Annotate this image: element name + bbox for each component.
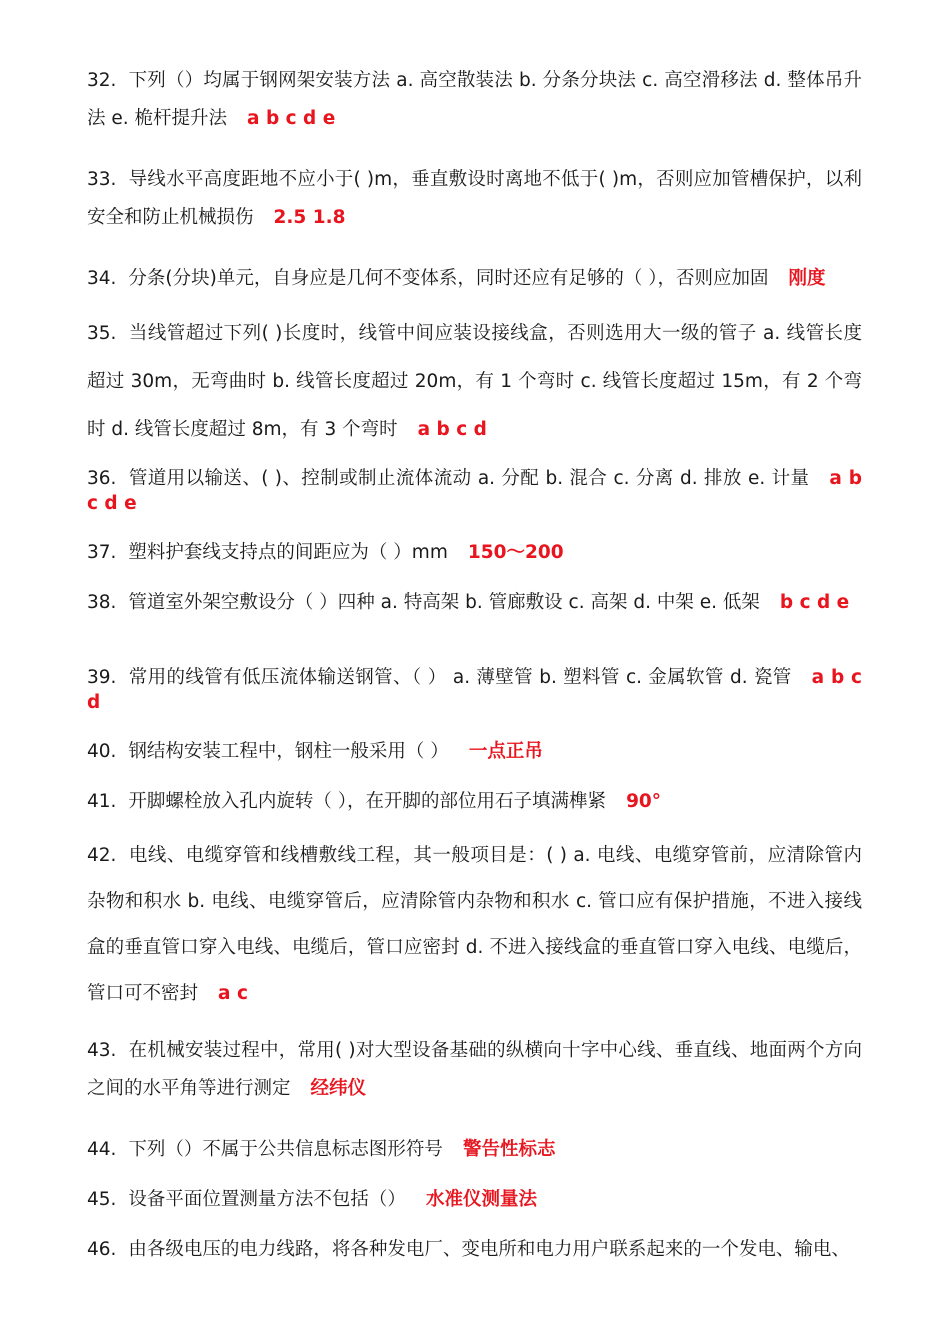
question-answer: 2.5 1.8 xyxy=(273,207,346,228)
question-40 xyxy=(87,733,862,771)
question-text: 管道用以输送、( )、控制或制止流体流动 a. 分配 b. 混合 c. 分离 d. 排放 e. 计量 xyxy=(128,468,810,489)
question-answer: a b c d xyxy=(417,419,487,440)
question-number: 43. xyxy=(87,1040,117,1061)
question-38 xyxy=(87,590,862,615)
question-number: 40. xyxy=(87,741,117,762)
question-39 xyxy=(87,665,862,715)
question-41 xyxy=(87,783,862,821)
question-number: 37. xyxy=(87,542,117,563)
question-33 xyxy=(87,161,862,237)
question-number: 41. xyxy=(87,791,117,812)
question-answer: 警告性标志 xyxy=(462,1139,556,1160)
question-text: 设备平面位置测量方法不包括（） xyxy=(128,1189,406,1210)
question-34 xyxy=(87,260,862,298)
question-answer: a c xyxy=(218,983,248,1004)
question-text: 当线管超过下列( )长度时，线管中间应装设接线盒，否则选用大一级的管子 a. 线管长度超过 30m，无弯曲时 b. 线管长度超过 20m，有 1 个弯时 c. 线管长度超过 15m，有 2 个弯时 d. 线管长度超过 8m，有 3 个弯时 xyxy=(87,323,862,440)
question-text: 下列（）不属于公共信息标志图形符号 xyxy=(128,1139,443,1160)
question-45 xyxy=(87,1181,862,1219)
question-46 xyxy=(87,1231,862,1269)
question-43 xyxy=(87,1032,862,1108)
question-text: 分条(分块)单元，自身应是几何不变体系，同时还应有足够的（ ），否则应加固 xyxy=(128,268,769,289)
question-answer: 150～200 xyxy=(467,542,564,563)
question-number: 38. xyxy=(87,592,117,613)
question-answer: 一点正吊 xyxy=(468,741,543,762)
question-36 xyxy=(87,466,862,516)
question-42 xyxy=(87,833,862,1017)
question-text: 导线水平高度距地不应小于( )m，垂直敷设时离地不低于( )m，否则应加管槽保护，以利安全和防止机械损伤 xyxy=(87,169,862,228)
question-44 xyxy=(87,1131,862,1169)
question-text: 电线、电缆穿管和线槽敷线工程，其一般项目是：( ) a. 电线、电缆穿管前，应清除管内杂物和积水 b. 电线、电缆穿管后，应清除管内杂物和积水 c. 管口应有保护措施，不进入接线盒的垂直管口穿入电线、电缆后，管口应密封 d. 不进入接线盒的垂直管口穿入电线、电缆后，管口可不密封 xyxy=(87,845,862,1004)
question-number: 34. xyxy=(87,268,117,289)
question-number: 33. xyxy=(87,169,117,190)
question-answer: 90° xyxy=(626,791,662,812)
question-37 xyxy=(87,534,862,572)
question-32 xyxy=(87,62,862,138)
question-text: 下列（）均属于钢网架安装方法 a. 高空散装法 b. 分条分块法 c. 高空滑移法 d. 整体吊升法 e. 桅杆提升法 xyxy=(87,70,862,129)
question-text: 塑料护套线支持点的间距应为（ ）mm xyxy=(128,542,448,563)
question-number: 32. xyxy=(87,70,117,91)
question-answer: a b c d e xyxy=(247,108,336,129)
question-text: 开脚螺栓放入孔内旋转（ ），在开脚的部位用石子填满榫紧 xyxy=(128,791,607,812)
question-text: 由各级电压的电力线路，将各种发电厂、变电所和电力用户联系起来的一个发电、输电、 xyxy=(128,1239,850,1260)
question-text: 在机械安装过程中，常用( )对大型设备基础的纵横向十字中心线、垂直线、地面两个方向之间的水平角等进行测定 xyxy=(87,1040,862,1099)
question-answer: b c d e xyxy=(779,592,850,613)
question-answer: a b c d xyxy=(87,667,862,713)
question-answer: a b c d e xyxy=(87,468,863,514)
question-35 xyxy=(87,310,862,454)
question-number: 39. xyxy=(87,667,117,688)
question-text: 管道室外架空敷设分（ ）四种 a. 特高架 b. 管廊敷设 c. 高架 d. 中架 e. 低架 xyxy=(128,592,760,613)
question-number: 45. xyxy=(87,1189,117,1210)
question-number: 44. xyxy=(87,1139,117,1160)
question-answer: 经纬仪 xyxy=(310,1078,367,1099)
question-number: 35. xyxy=(87,323,117,344)
question-answer: 水准仪测量法 xyxy=(425,1189,537,1210)
question-text: 常用的线管有低压流体输送钢管、（ ） a. 薄壁管 b. 塑料管 c. 金属软管 d. 瓷管 xyxy=(128,667,792,688)
question-text: 钢结构安装工程中，钢柱一般采用（ ） xyxy=(128,741,449,762)
question-number: 36. xyxy=(87,468,117,489)
question-answer: 刚度 xyxy=(788,268,826,289)
question-number: 46. xyxy=(87,1239,117,1260)
question-number: 42. xyxy=(87,845,117,866)
